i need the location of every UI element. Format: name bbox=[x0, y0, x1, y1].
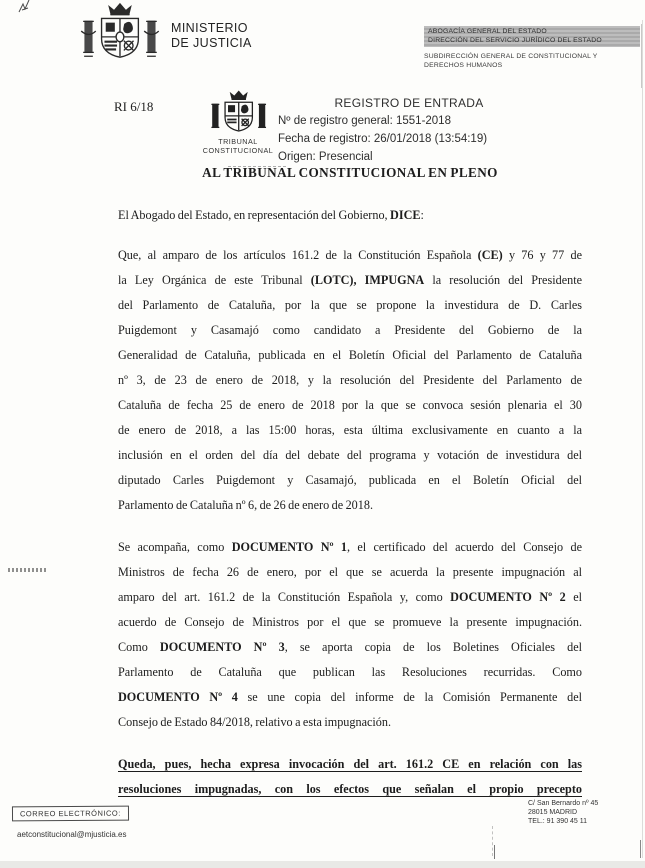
spain-coat-of-arms-icon bbox=[72, 2, 166, 64]
abogacia-line1: ABOGACÍA GENERAL DEL ESTADO bbox=[428, 28, 547, 35]
scan-tick-mark bbox=[640, 840, 641, 858]
document-body bbox=[118, 160, 582, 817]
text-line: Ministros de fecha 26 de enero, por el que se acuerda la presente impugnación al bbox=[118, 565, 582, 579]
text-line: nº 3, de 23 de enero de 2018, y la resolución del Presidente del Parlamento de bbox=[118, 373, 582, 387]
registry-number: Nº de registro general: 1551-2018 bbox=[278, 115, 451, 127]
address-phone: TEL.: 91 390 45 11 bbox=[528, 818, 588, 825]
text-line: diputado Carles Puigdemont y Casamajó, publicada en el Boletín Oficial del bbox=[118, 473, 582, 487]
text-line: Cataluña de fecha 25 de enero de 2018 por la que se convoca sesión plenaria el 30 bbox=[118, 398, 582, 412]
subdireccion-label bbox=[424, 53, 640, 70]
text-line: Parlamento de Cataluña que publican las Resoluciones recurridas. Como bbox=[118, 665, 582, 679]
email-label-box: CORREO ELECTRÓNICO: bbox=[12, 806, 129, 822]
text-line: Como DOCUMENTO Nº 3, se aporta copia de los Boletines Oficiales del bbox=[118, 640, 582, 654]
tc-caption-line2: CONSTITUCIONAL bbox=[202, 146, 274, 155]
scan-dotted-mark bbox=[492, 826, 493, 856]
text-line: Generalidad de Cataluña, publicada en el Boletín Oficial del Parlamento de Cataluña bbox=[118, 348, 582, 362]
text-line: amparo del art. 161.2 de la Constitución Española y, como DOCUMENTO Nº 2 el bbox=[118, 590, 582, 604]
office-address bbox=[528, 799, 640, 826]
scan-tick-mark bbox=[494, 845, 495, 859]
registry-origin: Origen: Presencial bbox=[278, 151, 373, 163]
scan-bottom-edge bbox=[0, 861, 645, 868]
abogacia-general-box bbox=[424, 26, 640, 47]
subdireccion-line2: DERECHOS HUMANOS bbox=[424, 61, 503, 69]
text-line: DOCUMENTO Nº 4 se une copia del informe de la Comisión Permanente del bbox=[118, 690, 582, 704]
tribunal-constitucional-caption bbox=[186, 137, 290, 155]
text-line: resoluciones impugnadas, con los efectos que señalan el propio precepto bbox=[118, 782, 582, 796]
reference-number: RI 6/18 bbox=[114, 99, 154, 114]
text-line: inclusión en el orden del día del debate del programa y votación de investidura del bbox=[118, 448, 582, 462]
text-line: acuerdo de Consejo de Ministros por el que se promueve la presente impugnación. bbox=[118, 615, 582, 629]
text-line: Queda, pues, hecha expresa invocación del art. 161.2 CE en relación con las bbox=[118, 757, 582, 771]
ministry-name bbox=[171, 21, 252, 51]
paragraph-invocacion bbox=[118, 752, 582, 802]
scan-edge-line bbox=[642, 20, 643, 858]
scan-edge-dark-segment bbox=[641, 24, 642, 88]
text-line: la Ley Orgánica de este Tribunal (LOTC), IMPUGNA la resolución del Presidente bbox=[118, 273, 582, 287]
registry-title: REGISTRO DE ENTRADA bbox=[334, 96, 484, 110]
paragraph-documentos bbox=[118, 535, 582, 735]
entry-registry-stamp bbox=[278, 94, 540, 166]
tribunal-constitucional-emblem-icon bbox=[203, 90, 273, 136]
text-line: del Parlamento de Cataluña, por la que se propone la investidura de D. Carles bbox=[118, 298, 582, 312]
text-line: Consejo de Estado 84/2018, relativo a esta impugnación. bbox=[118, 715, 392, 729]
address-street: C/ San Bernardo nº 45 bbox=[528, 800, 599, 807]
text-line: Puigdemont y Casamajó como candidato a Presidente del Gobierno de la bbox=[118, 323, 582, 337]
tc-caption-line1: TRIBUNAL bbox=[218, 137, 258, 146]
email-address: aetconstitucional@mjusticia.es bbox=[17, 830, 127, 839]
abogacia-line2: DIRECCIÓN DEL SERVICIO JURÍDICO DEL ESTADO bbox=[428, 36, 602, 44]
text-line: El Abogado del Estado, en representación del Gobierno, DICE: bbox=[118, 208, 424, 222]
text-line: de enero de 2018, a las 15:00 horas, esta última exclusivamente en cuanto a la bbox=[118, 423, 582, 437]
subdireccion-line1: SUBDIRECCIÓN GENERAL DE CONSTITUCIONAL Y bbox=[424, 53, 598, 60]
document-title: AL TRIBUNAL CONSTITUCIONAL EN PLENO bbox=[202, 165, 498, 180]
text-line: Se acompaña, como DOCUMENTO Nº 1, el certificado del acuerdo del Consejo de bbox=[118, 540, 582, 554]
handwritten-mark bbox=[16, 0, 34, 16]
text-line: Parlamento de Cataluña nº 6, de 26 de enero de 2018. bbox=[118, 498, 373, 512]
paragraph-intro bbox=[118, 203, 582, 228]
address-city: 28015 MADRID bbox=[528, 809, 578, 816]
margin-scribble-mark bbox=[8, 568, 46, 572]
ministry-name-line2: DE JUSTICIA bbox=[171, 36, 252, 50]
registry-date: Fecha de registro: 26/01/2018 (13:54:19) bbox=[278, 133, 488, 145]
paragraph-impugnacion bbox=[118, 243, 582, 518]
ministry-name-line1: MINISTERIO bbox=[171, 21, 248, 35]
text-line: Que, al amparo de los artículos 161.2 de la Constitución Española (CE) y 76 y 77 de bbox=[118, 248, 582, 262]
